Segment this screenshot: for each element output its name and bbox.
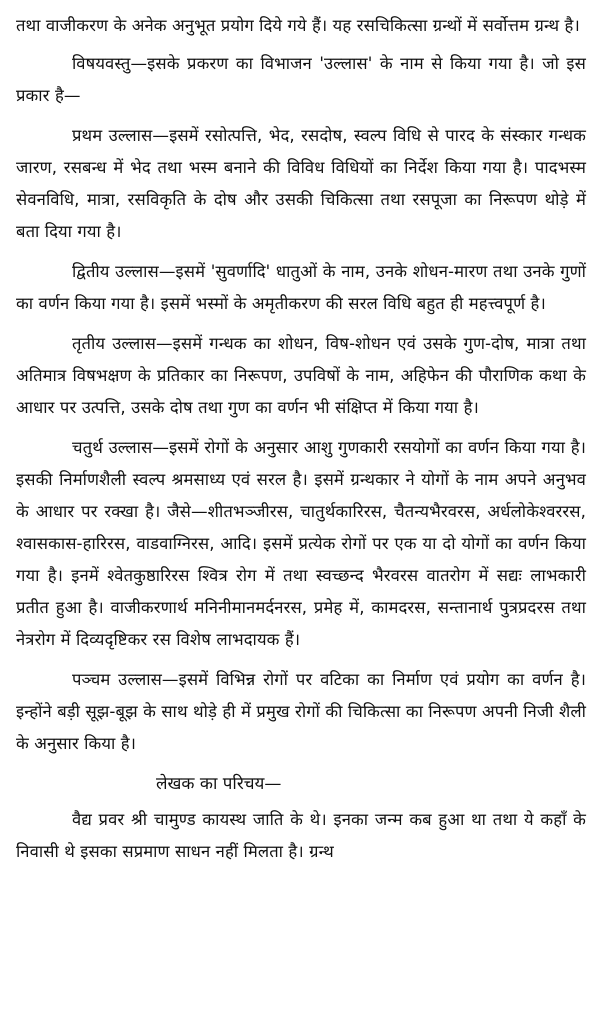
paragraph-second-ullas: द्वितीय उल्लास—इसमें 'सुवर्णादि' धातुओं के नाम, उनके शोधन-मारण तथा उनके गुणों का वर्णन किया गया है। इसमें भस्मों के अमृतीकरण की सरल विधि बहुत ही महत्त्वपूर्ण है। [16,262,586,313]
paragraph-fifth-ullas: पञ्चम उल्लास—इसमें विभिन्न रोगों पर वटिका का निर्माण एवं प्रयोग का वर्णन है। इन्होंने बड़ी सूझ-बूझ के साथ थोड़े ही में प्रमुख रोगों की चिकित्सा का निरूपण अपनी निजी शैली के अनुसार किया है। [16,670,586,753]
paragraph-first-ullas: प्रथम उल्लास—इसमें रसोत्पत्ति, भेद, रसदोष, स्वल्प विधि से पारद के संस्कार गन्धक जारण, रसबन्ध में भेद तथा भस्म बनाने की विविध विधियों का निर्देश किया गया है। पादभस्म सेवनविधि, मात्रा, रसविकृति के दोष और उसकी चिकित्सा तथा रसपूजा का निरूपण थोड़े में बता दिया गया है। [16,126,586,241]
paragraph-fourth-ullas: चतुर्थ उल्लास—इसमें रोगों के अनुसार आशु गुणकारी रसयोगों का वर्णन किया गया है। इसकी निर्माणशैली स्वल्प श्रमसाध्य एवं सरल है। इसमें ग्रन्थकार ने योगों के नाम अपने अनुभव के आधार पर रक्खा है। जैसे—शीतभञ्जीरस, चातुर्थकारिरस, चैतन्यभैरवरस, अर्धलोकेश्वररस, श्वासकास-हारिरस, वाडवाग्निरस, आदि। इसमें प्रत्येक रोगों पर एक या दो योगों का वर्णन किया गया है। इनमें श्वेतकुष्ठारिरस श्वित्र रोग में तथा स्वच्छन्द भैरवरस वातरोग में सद्यः लाभकारी प्रतीत हुआ है। वाजीकरणार्थ मनिनीमानमर्दनरस, प्रमेह में, कामदरस, सन्तानार्थ पुत्रप्रदरस तथा नेत्ररोग में दिव्यदृष्टिकर रस विशेष लाभदायक हैं। [16,438,586,649]
paragraph-intro-continuation: तथा वाजीकरण के अनेक अनुभूत प्रयोग दिये गये हैं। यह रसचिकित्सा ग्रन्थों में सर्वोत्तम ग्रन्थ है। [16,16,580,35]
paragraph-author-intro: वैद्य प्रवर श्री चामुण्ड कायस्थ जाति के थे। इनका जन्म कब हुआ था तथा ये कहाँ के निवासी थे इसका सप्रमाण साधन नहीं मिलता है। ग्रन्थ [16,810,586,861]
paragraph-subject-matter: विषयवस्तु—इसके प्रकरण का विभाजन 'उल्लास' के नाम से किया गया है। जो इस प्रकार है— [16,54,586,105]
paragraph-third-ullas: तृतीय उल्लास—इसमें गन्धक का शोधन, विष-शोधन एवं उसके गुण-दोष, मात्रा तथा अतिमात्र विषभक्षण के प्रतिकार का निरूपण, उपविषों के नाम, अहिफेन की पौराणिक कथा के आधार पर उत्पत्ति, उसके दोष तथा गुण का वर्णन भी संक्षिप्त में किया गया है। [16,334,586,417]
section-heading-author-intro: लेखक का परिचय— [156,774,282,794]
